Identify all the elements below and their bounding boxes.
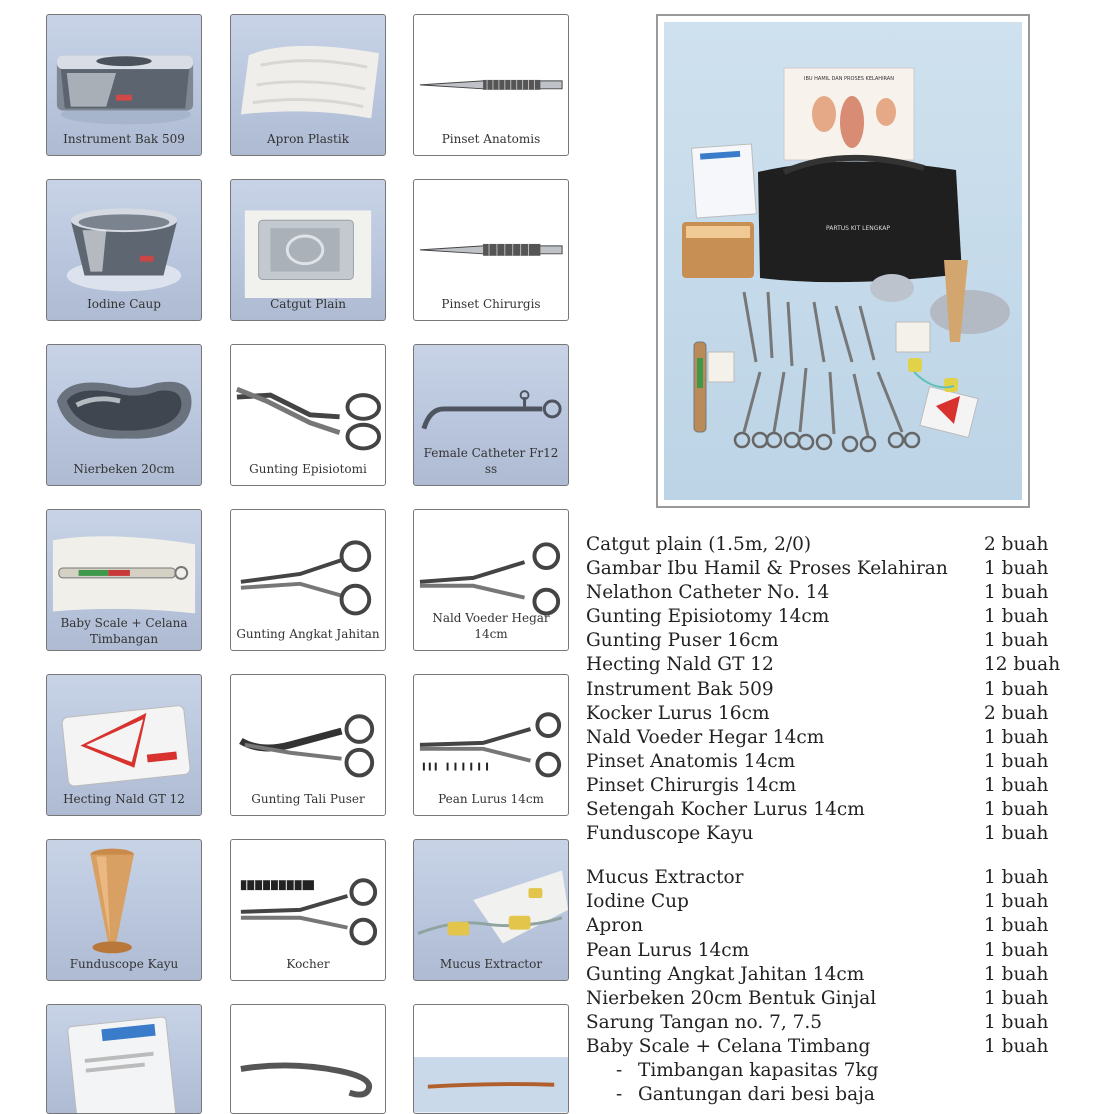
partus-kit-photo — [664, 22, 1022, 500]
item-name: Gunting Puser 16cm — [586, 630, 779, 652]
item-quantity: 1 buah — [984, 799, 1049, 821]
item-quantity: 1 buah — [984, 750, 1049, 772]
item-name: Instrument Bak 509 — [586, 678, 774, 700]
curved-instrument-image — [231, 1005, 385, 1114]
tile-label — [49, 615, 199, 647]
item-quantity: 1 buah — [984, 630, 1049, 652]
tile-label: Pinset Anatomis — [441, 132, 541, 146]
list-item — [586, 629, 1066, 653]
tile-label: Gunting Tali Puser — [251, 792, 365, 806]
item-name: Nierbeken 20cm Bentuk Ginjal — [586, 987, 877, 1009]
surgical-forceps-image — [414, 180, 568, 298]
sub-item-text: Gantungan dari besi baja — [638, 1084, 875, 1106]
tile-label: Pean Lurus 14cm — [438, 792, 544, 806]
tile-funduscope — [46, 839, 202, 981]
tile-label-line1: Baby Scale + Celana — [60, 616, 188, 630]
list-item — [586, 726, 1066, 750]
item-name: Nelathon Catheter No. 14 — [586, 582, 830, 604]
list-item — [586, 939, 1066, 963]
item-name: Catgut plain (1.5m, 2/0) — [586, 534, 812, 555]
tile-gunting-episiotomi — [230, 344, 386, 486]
sub-list-item — [586, 1059, 1066, 1083]
list-item — [586, 866, 1066, 890]
list-item — [586, 1011, 1066, 1035]
list-item — [586, 963, 1066, 987]
item-quantity: 1 buah — [984, 891, 1049, 913]
item-name: Pinset Chirurgis 14cm — [586, 774, 797, 796]
list-item — [586, 557, 1066, 581]
tile-label: Gunting Episiotomi — [249, 462, 367, 476]
item-name: Apron — [586, 915, 644, 937]
partus-kit-photo-frame — [656, 14, 1030, 508]
tile-label-line2: Timbangan — [89, 632, 159, 646]
sub-list-item — [586, 1083, 1066, 1107]
baby-scale-image — [47, 510, 201, 628]
tile-instrument-bak — [46, 14, 202, 156]
list-item — [586, 678, 1066, 702]
poster-text: IBU HAMIL DAN PROSES KELAHIRAN — [804, 76, 894, 82]
list-item — [586, 890, 1066, 914]
item-name: Funduscope Kayu — [586, 823, 754, 845]
item-group-2 — [586, 866, 1066, 1059]
item-quantity: 1 buah — [984, 915, 1049, 937]
kidney-dish-image — [47, 345, 201, 463]
tile-label: Apron Plastik — [266, 132, 349, 146]
item-name: Gambar Ibu Hamil & Proses Kelahiran — [586, 558, 948, 580]
tile-label: Kocher — [286, 957, 330, 971]
list-item — [586, 605, 1066, 629]
item-name: Pean Lurus 14cm — [586, 939, 750, 961]
tile-pean-lurus — [413, 674, 569, 816]
tile-glove-pack — [46, 1004, 202, 1114]
tile-catgut-plain — [230, 179, 386, 321]
item-quantity: 12 buah — [984, 654, 1061, 676]
item-name: Gunting Angkat Jahitan 14cm — [586, 963, 865, 985]
item-list — [586, 533, 1066, 1107]
pean-forceps-image — [414, 675, 568, 793]
list-item — [586, 798, 1066, 822]
item-name: Pinset Anatomis 14cm — [586, 750, 796, 772]
item-name: Mucus Extractor — [586, 867, 744, 889]
tile-label: Nald Voeder Hegar 14cm — [432, 611, 550, 641]
tile-label: Female Catheter Fr12 ss — [423, 446, 559, 476]
catgut-pack-image — [231, 180, 385, 298]
bullet-dash: - — [616, 1084, 623, 1106]
item-quantity: 1 buah — [984, 582, 1049, 604]
bag-label: PARTUS KIT LENGKAP — [826, 225, 890, 232]
list-item — [586, 914, 1066, 938]
item-quantity: 1 buah — [984, 774, 1049, 796]
bullet-dash: - — [616, 1059, 623, 1081]
list-item — [586, 822, 1066, 846]
tile-label: Hecting Nald GT 12 — [63, 792, 185, 806]
list-item — [586, 750, 1066, 774]
list-item — [586, 581, 1066, 605]
tile-kocher — [230, 839, 386, 981]
tile-gunting-angkat-jahitan — [230, 509, 386, 651]
tile-female-catheter — [413, 344, 569, 486]
suture-scissors-image — [231, 510, 385, 628]
item-quantity: 1 buah — [984, 606, 1049, 628]
tile-curved-instrument — [230, 1004, 386, 1114]
item-name: Gunting Episiotomy 14cm — [586, 606, 830, 628]
sub-item-text: Timbangan kapasitas 7kg — [638, 1059, 879, 1081]
tile-hecting-nald — [46, 674, 202, 816]
tile-label: Catgut Plain — [270, 297, 346, 311]
item-quantity: 1 buah — [984, 1011, 1049, 1033]
item-quantity: 1 buah — [984, 987, 1049, 1009]
tile-apron-plastik — [230, 14, 386, 156]
iodine-cup-image — [47, 180, 201, 298]
funduscope-image — [47, 840, 201, 958]
tile-nald-voeder — [413, 509, 569, 651]
item-quantity: 1 buah — [984, 1035, 1049, 1057]
kocher-forceps-image — [231, 840, 385, 958]
item-name: Baby Scale + Celana Timbang — [586, 1035, 871, 1057]
tile-label: Mucus Extractor — [439, 957, 543, 971]
tile-pinset-anatomis — [413, 14, 569, 156]
item-quantity: 2 buah — [984, 702, 1049, 724]
tile-nelaton-catheter — [413, 1004, 569, 1114]
item-name: Kocker Lurus 16cm — [586, 702, 770, 724]
nelaton-catheter-image — [414, 1005, 568, 1114]
tile-mucus-extractor — [413, 839, 569, 981]
item-quantity: 1 buah — [984, 867, 1049, 889]
instrument-tray-image — [47, 15, 201, 133]
tile-label: Gunting Angkat Jahitan — [236, 627, 380, 641]
item-name: Hecting Nald GT 12 — [586, 654, 774, 676]
tile-label: Nierbeken 20cm — [73, 462, 175, 476]
item-quantity: 1 buah — [984, 558, 1049, 580]
item-name: Setengah Kocher Lurus 14cm — [586, 799, 865, 821]
anatomic-forceps-image — [414, 15, 568, 133]
list-item — [586, 702, 1066, 726]
item-name: Iodine Cup — [586, 891, 689, 913]
item-quantity: 2 buah — [984, 534, 1049, 555]
glove-pack-image — [47, 1005, 201, 1114]
item-name: Nald Voeder Hegar 14cm — [586, 726, 825, 748]
item-quantity: 1 buah — [984, 678, 1049, 700]
item-quantity: 1 buah — [984, 963, 1049, 985]
list-item — [586, 533, 1066, 557]
suture-needle-pack-image — [47, 675, 201, 793]
plastic-apron-image — [231, 15, 385, 133]
list-item — [586, 987, 1066, 1011]
list-item — [586, 653, 1066, 677]
umbilical-scissors-image — [231, 675, 385, 793]
item-quantity: 1 buah — [984, 939, 1049, 961]
tile-gunting-tali-puser — [230, 674, 386, 816]
mucus-extractor-image — [414, 840, 568, 958]
tile-label: Funduscope Kayu — [69, 957, 179, 971]
item-quantity: 1 buah — [984, 823, 1049, 845]
tile-label: Instrument Bak 509 — [63, 132, 185, 146]
item-name: Sarung Tangan no. 7, 7.5 — [586, 1011, 823, 1033]
tile-pinset-chirurgis — [413, 179, 569, 321]
tile-label: Pinset Chirurgis — [441, 297, 541, 311]
list-item — [586, 774, 1066, 798]
tile-label: Iodine Caup — [87, 297, 161, 311]
item-quantity: 1 buah — [984, 726, 1049, 748]
item-group-1 — [586, 533, 1066, 846]
tile-nierbeken — [46, 344, 202, 486]
list-item — [586, 1035, 1066, 1059]
tile-baby-scale — [46, 509, 202, 651]
tile-iodine-cup — [46, 179, 202, 321]
episiotomy-scissors-image — [231, 345, 385, 463]
